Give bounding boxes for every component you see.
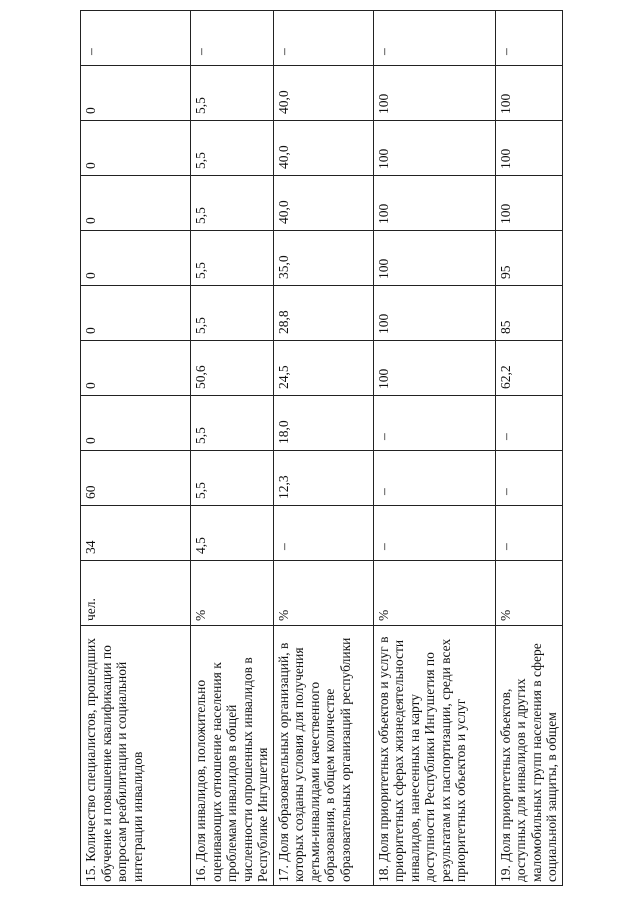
value-cell: –	[373, 451, 495, 506]
value-cell: 40,0	[273, 176, 373, 231]
value-cell: 100	[495, 176, 562, 231]
unit-cell: %	[191, 561, 274, 626]
unit-cell: чел.	[81, 561, 191, 626]
value-cell: 0	[81, 231, 191, 286]
unit-cell: %	[495, 561, 562, 626]
value-cell: –	[373, 11, 495, 66]
value-cell: –	[495, 11, 562, 66]
value-cell: 5,5	[191, 286, 274, 341]
value-cell: –	[495, 396, 562, 451]
value-cell: 40,0	[273, 121, 373, 176]
table-row	[81, 11, 191, 886]
value-cell: 0	[81, 121, 191, 176]
unit-cell: %	[373, 561, 495, 626]
value-cell: 100	[495, 121, 562, 176]
value-cell: –	[373, 506, 495, 561]
value-cell: 0	[81, 396, 191, 451]
value-cell: 18,0	[273, 396, 373, 451]
value-cell: 35,0	[273, 231, 373, 286]
value-cell: –	[273, 506, 373, 561]
value-cell: 100	[373, 176, 495, 231]
value-cell: 24,5	[273, 341, 373, 396]
indicator-label: 17. Доля образовательных организаций, в которых созданы условия для получения детьми-инвалидами качественного образования, в общем количестве образовательных организаций республики	[273, 626, 373, 886]
table-row	[495, 11, 562, 886]
value-cell: 100	[373, 286, 495, 341]
value-cell: 5,5	[191, 176, 274, 231]
value-cell: –	[495, 451, 562, 506]
value-cell: 0	[81, 286, 191, 341]
indicator-table	[80, 10, 563, 886]
value-cell: 0	[81, 176, 191, 231]
indicator-label: 16. Доля инвалидов, положительно оценивающих отношение населения к проблемам инвалидов в общей численности опрошенных инвалидов в Республике Ингушетия	[191, 626, 274, 886]
value-cell: 62,2	[495, 341, 562, 396]
value-cell: 40,0	[273, 66, 373, 121]
value-cell: 12,3	[273, 451, 373, 506]
value-cell: 100	[373, 121, 495, 176]
value-cell: 0	[81, 341, 191, 396]
unit-cell: %	[273, 561, 373, 626]
value-cell: 100	[373, 341, 495, 396]
value-cell: 60	[81, 451, 191, 506]
indicator-label: 19. Доля приоритетных объектов, доступных для инвалидов и других маломобильных групп населения в сфере социальной защиты, в общем	[495, 626, 562, 886]
value-cell: 100	[495, 66, 562, 121]
value-cell: 5,5	[191, 231, 274, 286]
value-cell: 100	[373, 66, 495, 121]
value-cell: 5,5	[191, 451, 274, 506]
value-cell: 50,6	[191, 341, 274, 396]
value-cell: 100	[373, 231, 495, 286]
value-cell: –	[81, 11, 191, 66]
value-cell: –	[191, 11, 274, 66]
indicator-label: 15. Количество специалистов, прошедших обучение и повышение квалификации по вопросам реабилитации и социальной интеграции инвалидов	[81, 626, 191, 886]
value-cell: 28,8	[273, 286, 373, 341]
value-cell: 0	[81, 66, 191, 121]
value-cell: 85	[495, 286, 562, 341]
value-cell: 4,5	[191, 506, 274, 561]
rotated-page	[80, 48, 560, 886]
value-cell: 34	[81, 506, 191, 561]
value-cell: –	[373, 396, 495, 451]
table-row	[273, 11, 373, 886]
table-row	[373, 11, 495, 886]
value-cell: 5,5	[191, 66, 274, 121]
value-cell: 5,5	[191, 396, 274, 451]
table-row	[191, 11, 274, 886]
value-cell: 5,5	[191, 121, 274, 176]
indicator-label: 18. Доля приоритетных объектов и услуг в приоритетных сферах жизнедеятельности инвалидов, нанесенных на карту доступности Республики Ингушетия по результатам их паспортизации, среди всех приоритетных объектов и услуг	[373, 626, 495, 886]
value-cell: –	[495, 506, 562, 561]
value-cell: –	[273, 11, 373, 66]
value-cell: 95	[495, 231, 562, 286]
